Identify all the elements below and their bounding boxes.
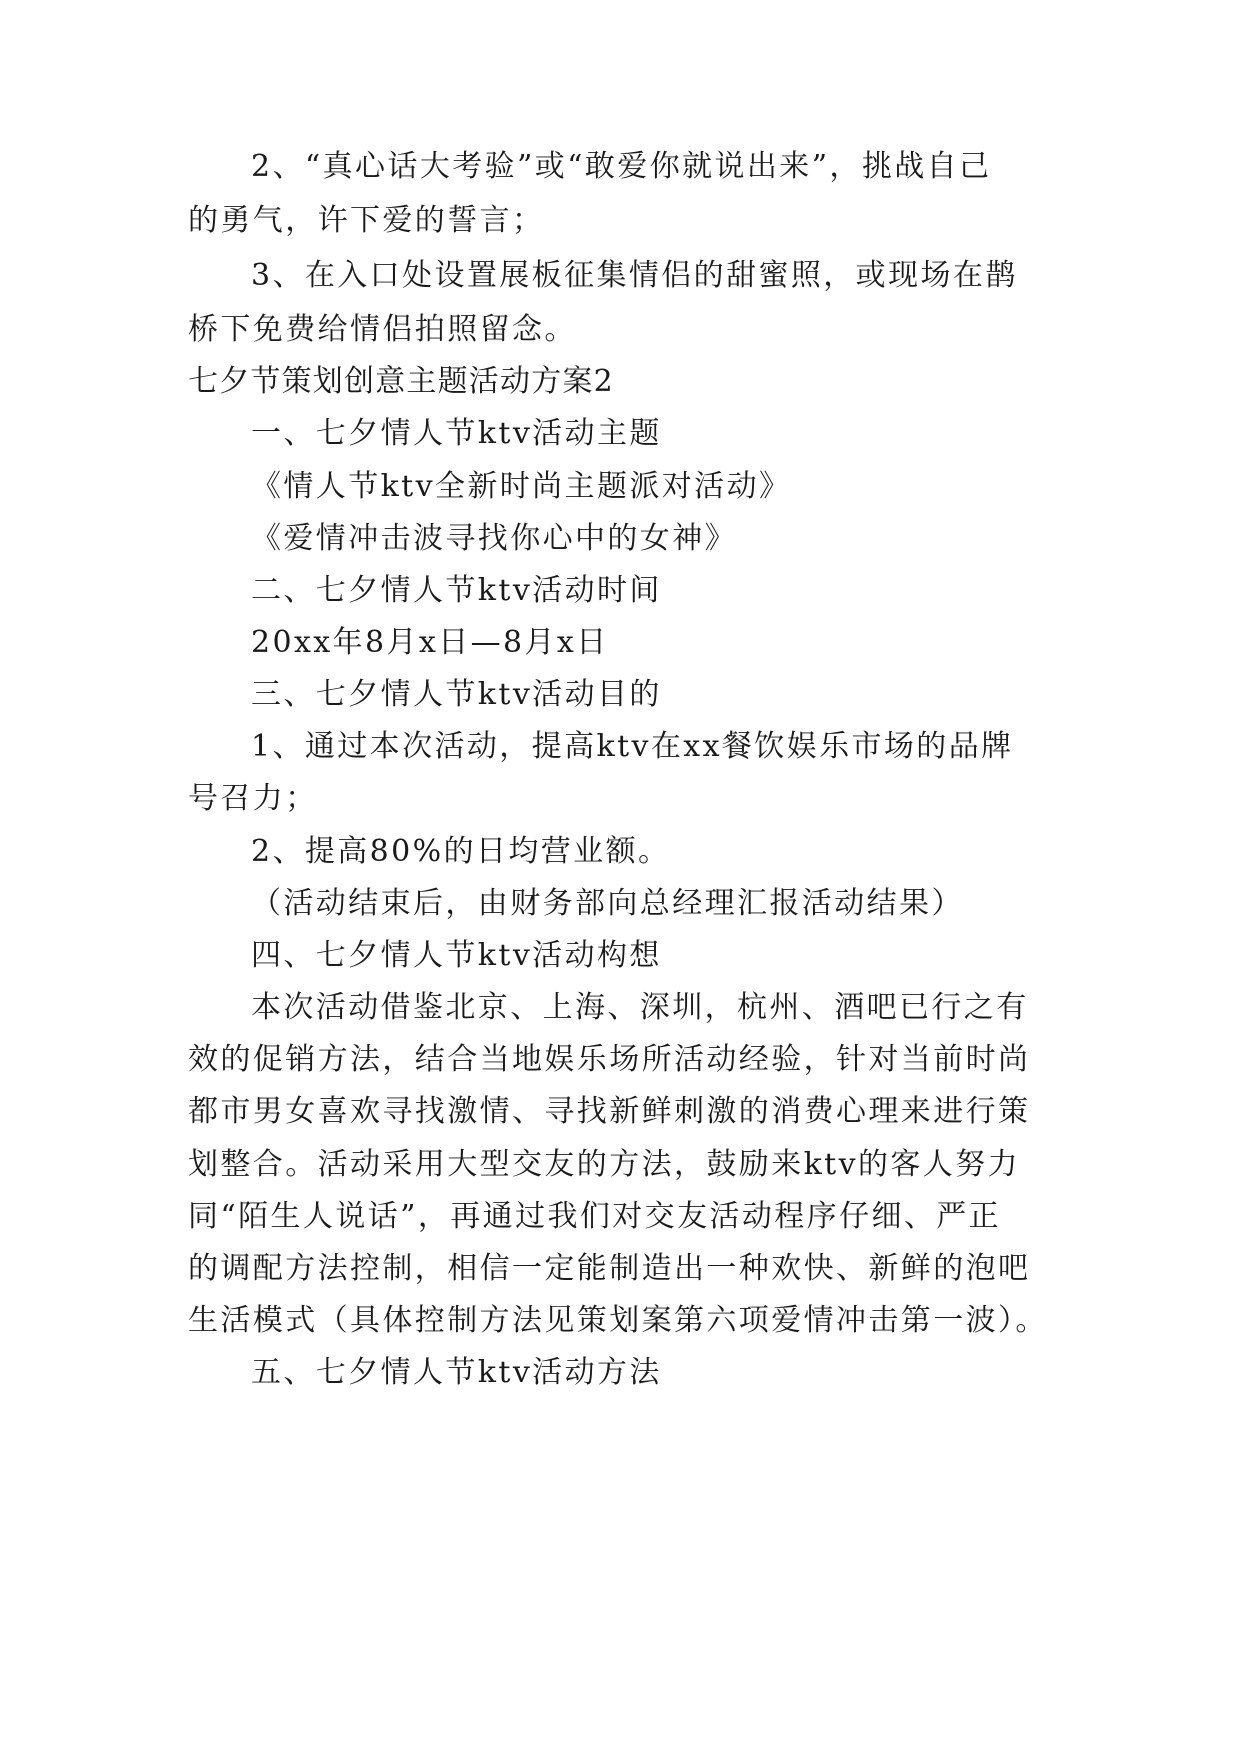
- text-line: 划整合。活动采用大型交友的方法，鼓励来ktv的客人努力: [188, 1147, 1020, 1182]
- text-line: 号召力；: [188, 781, 318, 816]
- section-title: 七夕节策划创意主题活动方案2: [188, 364, 614, 399]
- text-line: 都市男女喜欢寻找激情、寻找新鲜刺激的消费心理来进行策: [188, 1094, 1031, 1129]
- text-line: 《情人节ktv全新时尚主题派对活动》: [251, 469, 792, 504]
- text-line: 五、七夕情人节ktv活动方法: [251, 1355, 662, 1390]
- text-line: （活动结束后，由财务部向总经理汇报活动结果）: [251, 886, 964, 921]
- text-line: 三、七夕情人节ktv活动目的: [251, 677, 662, 712]
- text-line: 四、七夕情人节ktv活动构想: [251, 938, 662, 973]
- text-line: 本次活动借鉴北京、上海、深圳，杭州、酒吧已行之有: [251, 990, 1029, 1025]
- text-line: 2、“真心话大考验”或“敢爱你就说出来”，挑战自己: [251, 149, 992, 184]
- text-line: 的调配方法控制，相信一定能制造出一种欢快、新鲜的泡吧: [188, 1251, 1031, 1286]
- text-line: 桥下免费给情侣拍照留念。: [188, 312, 577, 347]
- text-line: 2、提高80%的日均营业额。: [251, 834, 671, 869]
- text-line: 1、通过本次活动，提高ktv在xx餐饮娱乐市场的品牌: [251, 729, 1014, 764]
- text-line: 效的促销方法，结合当地娱乐场所活动经验，针对当前时尚: [188, 1042, 1031, 1077]
- text-line: 的勇气，许下爱的誓言；: [188, 203, 545, 238]
- text-line: 同“陌生人说话”，再通过我们对交友活动程序仔细、严正: [188, 1199, 1002, 1234]
- text-line: 二、七夕情人节ktv活动时间: [251, 573, 662, 608]
- text-line: 20xx年8月x日—8月x日: [251, 625, 609, 660]
- text-line: 一、七夕情人节ktv活动主题: [251, 416, 662, 451]
- text-line: 《爱情冲击波寻找你心中的女神》: [251, 521, 737, 556]
- text-line: 生活模式（具体控制方法见策划案第六项爱情冲击第一波）。: [188, 1303, 1048, 1338]
- text-line: 3、在入口处设置展板征集情侣的甜蜜照，或现场在鹊: [251, 258, 1018, 293]
